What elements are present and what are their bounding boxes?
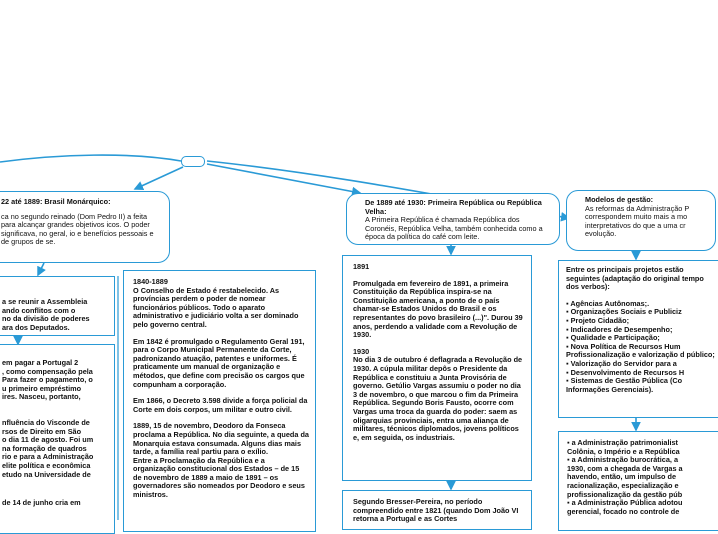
- text-line: no da divisão de poderes: [2, 314, 90, 324]
- text-line: a se reunir a Assembleia: [2, 297, 88, 306]
- node-emprestimo-cursos-direito[interactable]: [0, 344, 115, 534]
- text-line: profissionalização da gestão púb: [567, 489, 683, 499]
- connector-left-incoming: [0, 155, 181, 162]
- text-line: na formação de quadros: [2, 443, 87, 453]
- text-line: ando conflitos com o: [2, 305, 76, 315]
- node-brasil-monarquico[interactable]: [0, 191, 170, 263]
- list-item: ▪ Organizações Sociais e Publiciz: [566, 307, 682, 317]
- text-line: etudo na Universidade de: [2, 469, 91, 479]
- node-title: 22 até 1889: Brasil Monárquico:: [1, 197, 111, 206]
- node-modelos-de-gestao[interactable]: [566, 190, 716, 251]
- node-body: As reformas da Administração P correspondem muito mais a mo interpretativos do que a uma cr evolução.: [585, 203, 690, 239]
- list-item: ▪ Indicadores de Desempenho;: [566, 324, 673, 334]
- text-line: de 14 de junho cria em: [2, 498, 81, 508]
- node-assembleia[interactable]: [0, 276, 115, 336]
- text-line: elite política e econômica: [2, 460, 91, 470]
- text-line: ▪ a Administração burocrática, a: [567, 455, 678, 465]
- projetos-intro: Entre os principais projetos estão seguintes (adaptação do original tempo dos verbos):: [566, 265, 704, 292]
- node-text: Segundo Bresser-Pereira, no período compreendido entre 1821 (quando Dom João VI retorna a Portugal e as Cortes: [353, 497, 519, 524]
- paragraph: 1930 No dia 3 de outubro é deflagrada a Revolução de 1930. A cúpula militar depôs o Presidente da República e constituiu a Junta Provisória de governo. Getúlio Vargas assumiu o poder no dia 3 de novembro, o que marcou o fim da Primeira República. Segundo Boris Fausto, ocorre com Vargas uma troca da guarda do poder: saem as oligarquias provinciais, entra uma aliança de militares, técnicos diplomados, jovens políticos e, em seguida, os industriais.: [353, 346, 523, 442]
- text-line: em pagar a Portugal 2: [2, 358, 79, 367]
- paragraph: Promulgada em fevereiro de 1891, a primeira Constituição da República inspira-se na Constituição americana, a ponto de o país chamar-se Estados Unidos do Brasil e os representantes do povo brasileiro (...)". Durou 39 anos, perdendo a validade com a Revolução de 1930.: [353, 278, 523, 340]
- node-bresser-pereira[interactable]: [342, 490, 532, 530]
- node-administracao-patrimonialista[interactable]: [558, 431, 718, 531]
- central-topic-node[interactable]: [181, 156, 205, 167]
- connector-to-monarquico: [135, 167, 183, 189]
- text-line: ires. Nasceu, portanto,: [2, 392, 81, 402]
- connector-monarquico-down: [38, 263, 44, 275]
- list-item: ▪ Desenvolvimento de Recursos H: [566, 367, 685, 377]
- text-line: rio e para a Administração: [2, 452, 94, 462]
- text-line: , como compensação pela: [2, 366, 93, 376]
- text-line: Colônia, o Império e a República: [567, 446, 680, 456]
- paragraph: Em 1866, o Decreto 3.598 divide a força policial da Corte em dois corpos, um militar e outro civil.: [133, 396, 308, 414]
- text-line: gerencial, focado no controle de: [567, 506, 680, 516]
- node-body: ca no segundo reinado (Dom Pedro II) a feita para alcançar grandes objetivos icos. O poder significava, no geral, io e benefícios pessoais e de grupos de se.: [1, 211, 154, 247]
- node-title: De 1889 até 1930: Primeira República ou República Velha:: [365, 198, 542, 216]
- text-line: ara dos Deputados.: [2, 322, 70, 332]
- paragraph: Em 1842 é promulgado o Regulamento Geral 191, para o Corpo Municipal Permanente da Corte, padronizando atuação, patentes e uniformes. É praticamente um manual de organização e métodos, que define com precisão os cargos que compunham a corporação.: [133, 336, 305, 389]
- list-item: ▪ Qualidade e Participação;: [566, 333, 660, 343]
- node-timeline-1840-1889[interactable]: [123, 270, 316, 532]
- text-line: ▪ a Administração Pública adotou: [567, 498, 683, 508]
- text-line: o dia 11 de agosto. Foi um: [2, 435, 94, 445]
- text-line: nfluência do Visconde de: [2, 417, 90, 427]
- node-principais-projetos[interactable]: [558, 260, 718, 418]
- list-item: ▪ Projeto Cidadão;: [566, 315, 629, 325]
- paragraph: 1889, 15 de novembro, Deodoro da Fonseca proclama a República. No dia seguinte, a queda da Monarquia estava consumada. Alguns dias mais tarde, a família real partiu para o exílio. Entre a Proclamação da República e a organização constitucional dos Estados – de 15 de novembro de 1889 a maio de 1891 – os governadores são nomeados por Deodoro e seus ministros.: [133, 421, 309, 500]
- paragraph: 1891: [353, 262, 370, 271]
- text-line: havendo, então, um impulso de: [567, 472, 677, 482]
- text-line: 1930, com a chegada de Vargas a: [567, 463, 683, 473]
- text-line: Para fazer o pagamento, o: [2, 375, 93, 385]
- list-item: ▪ Agências Autônomas;.: [566, 298, 650, 308]
- text-line: racionalização, especialização e: [567, 480, 679, 490]
- node-timeline-1891-1930[interactable]: [342, 255, 532, 481]
- text-line: u primeiro empréstimo: [2, 383, 82, 393]
- list-item: ▪ Nova Política de Recursos Hum Profissionalização e valorização d público;: [566, 341, 715, 360]
- node-body: A Primeira República é chamada República dos Coronéis, República Velha, também conhecida como a época da política do café com leite.: [365, 215, 543, 242]
- text-line: ▪ a Administração patrimonialist: [567, 438, 678, 447]
- text-line: rsos de Direito em São: [2, 426, 82, 436]
- node-primeira-republica[interactable]: [346, 193, 560, 245]
- paragraph: 1840-1889 O Conselho de Estado é restabelecido. As províncias perdem o poder de nomear funcionários públicos. Todo o aparato administrativo e judiciário volta a ser dominado pelo governo central.: [133, 277, 299, 329]
- list-item: ▪ Valorização do Servidor para a: [566, 358, 677, 368]
- list-item: ▪ Sistemas de Gestão Pública (Co Informações Gerenciais).: [566, 376, 683, 394]
- node-title: Modelos de gestão:: [585, 195, 654, 204]
